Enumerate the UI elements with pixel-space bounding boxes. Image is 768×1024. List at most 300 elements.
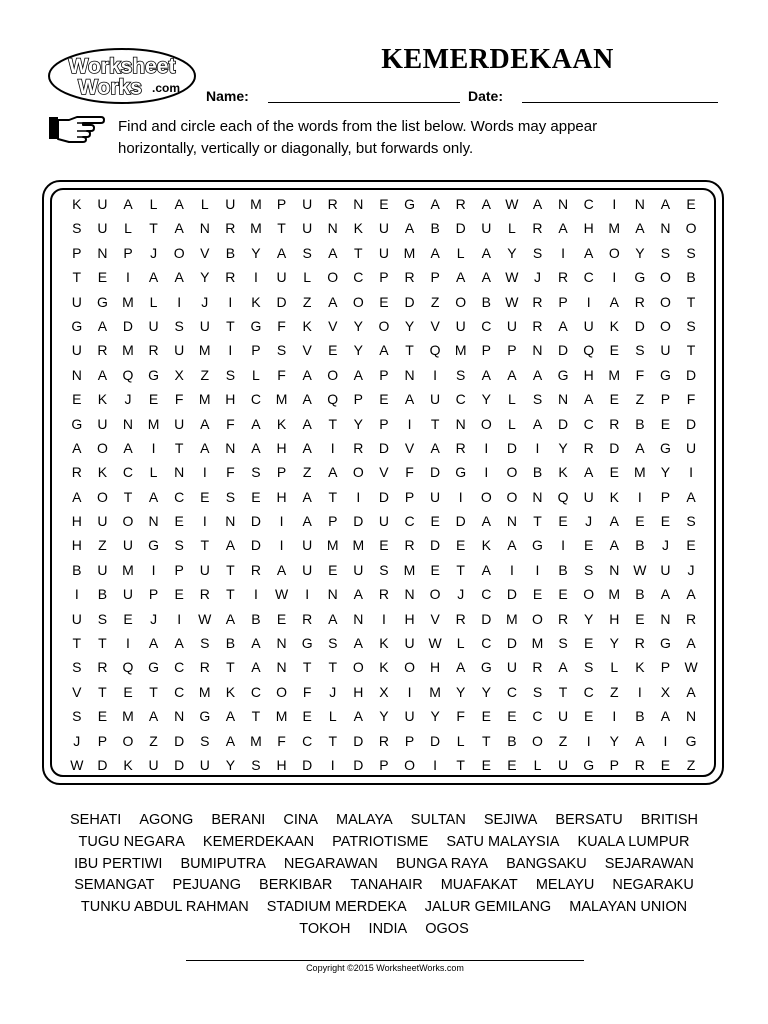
grid-letter[interactable]: F — [174, 391, 184, 408]
grid-letter[interactable]: D — [97, 756, 108, 773]
grid-letter[interactable]: O — [404, 756, 415, 773]
grid-letter[interactable]: O — [660, 317, 671, 334]
grid-letter[interactable]: G — [660, 635, 671, 652]
grid-letter[interactable]: G — [199, 708, 211, 725]
grid-letter[interactable]: I — [535, 439, 540, 456]
grid-letter[interactable]: Z — [302, 293, 312, 310]
grid-letter[interactable]: G — [455, 464, 467, 481]
grid-letter[interactable]: R — [685, 610, 697, 627]
grid-letter[interactable]: A — [148, 269, 159, 286]
grid-letter[interactable]: I — [202, 464, 207, 481]
grid-letter[interactable]: S — [72, 220, 82, 237]
grid-letter[interactable]: B — [635, 537, 645, 554]
grid-letter[interactable]: M — [250, 732, 262, 749]
grid-letter[interactable]: B — [225, 244, 236, 261]
grid-letter[interactable]: U — [97, 196, 108, 212]
grid-letter[interactable]: N — [353, 196, 364, 212]
grid-letter[interactable]: F — [277, 732, 286, 749]
grid-letter[interactable]: O — [173, 244, 185, 261]
grid-letter[interactable]: K — [353, 220, 363, 237]
grid-letter[interactable]: L — [200, 196, 209, 212]
grid-letter[interactable]: V — [430, 317, 440, 334]
grid-letter[interactable]: A — [251, 415, 261, 432]
grid-letter[interactable]: S — [532, 683, 543, 700]
grid-letter[interactable]: L — [456, 244, 465, 261]
grid-letter[interactable]: W — [70, 756, 84, 773]
grid-letter[interactable]: P — [353, 391, 363, 408]
grid-letter[interactable]: H — [609, 610, 620, 627]
grid-letter[interactable]: A — [635, 732, 645, 749]
grid-letter[interactable]: T — [98, 683, 107, 700]
grid-letter[interactable]: T — [200, 537, 210, 554]
grid-letter[interactable]: C — [583, 196, 594, 212]
grid-letter[interactable]: D — [430, 732, 441, 749]
grid-letter[interactable]: U — [353, 561, 364, 578]
grid-letter[interactable]: J — [150, 244, 158, 261]
grid-letter[interactable]: R — [583, 439, 594, 456]
grid-letter[interactable]: Z — [302, 464, 312, 481]
grid-letter[interactable]: H — [276, 488, 287, 505]
grid-letter[interactable]: A — [507, 366, 517, 383]
grid-letter[interactable]: T — [226, 561, 235, 578]
grid-letter[interactable]: P — [660, 488, 671, 505]
grid-letter[interactable]: S — [584, 561, 594, 578]
grid-letter[interactable]: T — [405, 342, 414, 359]
grid-letter[interactable]: I — [586, 732, 591, 749]
grid-letter[interactable]: M — [634, 464, 646, 481]
grid-letter[interactable]: Z — [430, 293, 440, 310]
grid-letter[interactable]: O — [327, 269, 339, 286]
grid-letter[interactable]: I — [279, 513, 284, 530]
grid-letter[interactable]: E — [302, 708, 312, 725]
grid-letter[interactable]: U — [481, 220, 492, 237]
grid-letter[interactable]: Q — [122, 659, 134, 676]
grid-letter[interactable]: A — [558, 317, 568, 334]
grid-letter[interactable]: C — [455, 391, 466, 408]
grid-letter[interactable]: J — [150, 610, 158, 627]
grid-letter[interactable]: T — [123, 488, 133, 505]
grid-letter[interactable]: A — [302, 439, 312, 456]
grid-letter[interactable]: I — [535, 561, 540, 578]
grid-letter[interactable]: Y — [225, 756, 236, 773]
grid-letter[interactable]: S — [97, 610, 108, 627]
grid-letter[interactable]: E — [481, 708, 491, 725]
grid-letter[interactable]: C — [532, 708, 543, 725]
grid-letter[interactable]: A — [404, 220, 415, 237]
grid-letter[interactable]: R — [250, 561, 262, 578]
grid-letter[interactable]: A — [353, 366, 363, 383]
date-field-line[interactable] — [522, 102, 718, 103]
grid-letter[interactable]: C — [481, 317, 492, 334]
grid-letter[interactable]: M — [403, 244, 416, 261]
grid-letter[interactable]: B — [251, 610, 261, 627]
grid-letter[interactable]: Y — [251, 244, 261, 261]
grid-letter[interactable]: A — [251, 659, 261, 676]
grid-letter[interactable]: I — [228, 293, 233, 310]
grid-letter[interactable]: I — [612, 708, 617, 725]
grid-letter[interactable]: P — [379, 415, 389, 432]
grid-letter[interactable]: R — [634, 635, 645, 652]
grid-letter[interactable]: E — [379, 391, 389, 408]
grid-letter[interactable]: S — [558, 635, 568, 652]
grid-letter[interactable]: C — [250, 391, 262, 408]
grid-letter[interactable]: L — [610, 659, 619, 676]
grid-letter[interactable]: F — [277, 317, 286, 334]
grid-letter[interactable]: O — [352, 659, 364, 676]
grid-letter[interactable]: G — [583, 756, 595, 773]
grid-letter[interactable]: P — [379, 366, 389, 383]
grid-letter[interactable]: Q — [429, 342, 441, 359]
grid-letter[interactable]: T — [328, 732, 338, 749]
grid-letter[interactable]: E — [686, 537, 696, 554]
grid-letter[interactable]: H — [404, 610, 415, 627]
grid-letter[interactable]: M — [275, 708, 288, 725]
grid-letter[interactable]: N — [71, 366, 82, 383]
grid-letter[interactable]: G — [634, 269, 646, 286]
grid-letter[interactable]: M — [275, 391, 288, 408]
grid-letter[interactable]: Z — [98, 537, 107, 554]
grid-letter[interactable]: S — [174, 537, 184, 554]
grid-letter[interactable]: U — [378, 513, 389, 530]
grid-letter[interactable]: C — [481, 586, 492, 603]
grid-letter[interactable]: R — [148, 342, 159, 359]
grid-letter[interactable]: D — [378, 488, 389, 505]
grid-letter[interactable]: N — [174, 464, 185, 481]
grid-letter[interactable]: E — [609, 391, 619, 408]
grid-letter[interactable]: A — [481, 244, 491, 261]
grid-letter[interactable]: R — [199, 586, 210, 603]
grid-letter[interactable]: K — [225, 683, 236, 700]
grid-letter[interactable]: L — [328, 708, 337, 725]
grid-letter[interactable]: Y — [481, 683, 491, 700]
grid-letter[interactable]: E — [328, 561, 338, 578]
grid-letter[interactable]: D — [506, 635, 517, 652]
grid-letter[interactable]: N — [174, 708, 185, 725]
grid-letter[interactable]: I — [381, 610, 386, 627]
grid-letter[interactable]: R — [302, 610, 313, 627]
grid-letter[interactable]: G — [660, 439, 671, 456]
grid-letter[interactable]: I — [330, 756, 335, 773]
grid-letter[interactable]: A — [302, 488, 312, 505]
grid-letter[interactable]: U — [174, 342, 185, 359]
grid-letter[interactable]: M — [326, 537, 339, 554]
grid-letter[interactable]: I — [433, 756, 438, 773]
grid-letter[interactable]: D — [353, 756, 364, 773]
grid-letter[interactable]: N — [532, 342, 543, 359]
grid-letter[interactable]: I — [279, 537, 284, 554]
grid-letter[interactable]: N — [327, 220, 338, 237]
grid-letter[interactable]: M — [122, 708, 134, 725]
grid-letter[interactable]: K — [379, 635, 389, 652]
grid-letter[interactable]: O — [352, 464, 364, 481]
grid-letter[interactable]: N — [558, 196, 569, 212]
grid-letter[interactable]: N — [660, 220, 671, 237]
grid-letter[interactable]: R — [455, 610, 466, 627]
grid-letter[interactable]: L — [252, 366, 260, 383]
grid-letter[interactable]: G — [685, 732, 697, 749]
grid-letter[interactable]: D — [353, 513, 364, 530]
grid-letter[interactable]: A — [148, 635, 159, 652]
grid-letter[interactable]: A — [328, 610, 338, 627]
grid-letter[interactable]: S — [660, 244, 671, 261]
grid-letter[interactable]: T — [149, 683, 158, 700]
grid-letter[interactable]: N — [97, 244, 108, 261]
grid-letter[interactable]: A — [532, 415, 543, 432]
grid-letter[interactable]: H — [276, 439, 287, 456]
grid-letter[interactable]: P — [328, 513, 338, 530]
grid-letter[interactable]: O — [404, 659, 415, 676]
grid-letter[interactable]: I — [637, 488, 642, 505]
grid-letter[interactable]: E — [507, 708, 517, 725]
grid-letter[interactable]: E — [558, 586, 568, 603]
grid-letter[interactable]: M — [122, 561, 134, 578]
grid-letter[interactable]: R — [225, 220, 236, 237]
grid-letter[interactable]: U — [685, 439, 697, 456]
grid-letter[interactable]: U — [122, 537, 134, 554]
grid-letter[interactable]: U — [97, 513, 108, 530]
grid-letter[interactable]: K — [302, 317, 312, 334]
grid-letter[interactable]: B — [686, 269, 696, 286]
grid-letter[interactable]: W — [274, 586, 289, 603]
grid-letter[interactable]: O — [429, 586, 441, 603]
grid-letter[interactable]: O — [608, 244, 620, 261]
grid-letter[interactable]: E — [686, 196, 696, 212]
grid-letter[interactable]: A — [481, 513, 491, 530]
grid-letter[interactable]: I — [126, 269, 130, 286]
grid-letter[interactable]: C — [174, 659, 185, 676]
grid-letter[interactable]: W — [505, 269, 519, 286]
grid-letter[interactable]: L — [456, 732, 465, 749]
grid-letter[interactable]: K — [609, 488, 619, 505]
grid-letter[interactable]: S — [302, 244, 312, 261]
grid-letter[interactable]: D — [430, 537, 441, 554]
grid-letter[interactable]: B — [507, 732, 517, 749]
grid-letter[interactable]: K — [609, 317, 619, 334]
grid-letter[interactable]: N — [276, 659, 287, 676]
grid-letter[interactable]: C — [353, 269, 364, 286]
grid-letter[interactable]: J — [585, 513, 593, 530]
grid-letter[interactable]: E — [430, 561, 440, 578]
grid-letter[interactable]: U — [430, 488, 441, 505]
grid-letter[interactable]: T — [456, 756, 465, 773]
grid-letter[interactable]: I — [330, 439, 335, 456]
grid-letter[interactable]: U — [199, 317, 210, 334]
grid-letter[interactable]: A — [430, 244, 440, 261]
grid-letter[interactable]: A — [635, 439, 645, 456]
grid-letter[interactable]: K — [558, 464, 568, 481]
grid-letter[interactable]: M — [250, 220, 262, 237]
grid-letter[interactable]: S — [225, 488, 236, 505]
grid-letter[interactable]: E — [276, 610, 287, 627]
grid-letter[interactable]: D — [634, 317, 645, 334]
grid-letter[interactable]: M — [506, 610, 518, 627]
grid-letter[interactable]: O — [660, 269, 671, 286]
grid-letter[interactable]: A — [584, 464, 594, 481]
grid-letter[interactable]: B — [635, 415, 645, 432]
grid-letter[interactable]: R — [353, 439, 364, 456]
grid-letter[interactable]: D — [506, 586, 517, 603]
grid-letter[interactable]: Y — [609, 635, 619, 652]
grid-letter[interactable]: O — [352, 293, 364, 310]
grid-letter[interactable]: E — [507, 756, 517, 773]
grid-letter[interactable]: C — [583, 683, 594, 700]
grid-letter[interactable]: A — [532, 366, 543, 383]
grid-letter[interactable]: I — [561, 244, 566, 261]
grid-letter[interactable]: K — [379, 659, 389, 676]
grid-letter[interactable]: O — [276, 683, 287, 700]
grid-letter[interactable]: M — [198, 683, 211, 700]
grid-letter[interactable]: R — [378, 732, 389, 749]
grid-letter[interactable]: B — [72, 561, 82, 578]
grid-letter[interactable]: A — [302, 391, 312, 408]
grid-letter[interactable]: C — [250, 683, 262, 700]
grid-letter[interactable]: M — [122, 293, 134, 310]
grid-letter[interactable]: W — [633, 561, 647, 578]
grid-letter[interactable]: R — [71, 464, 82, 481]
grid-letter[interactable]: A — [430, 196, 440, 212]
grid-letter[interactable]: U — [583, 317, 594, 334]
grid-letter[interactable]: C — [122, 464, 134, 481]
grid-letter[interactable]: U — [558, 756, 569, 773]
grid-letter[interactable]: R — [532, 220, 543, 237]
grid-letter[interactable]: I — [151, 439, 156, 456]
grid-letter[interactable]: U — [199, 756, 210, 773]
grid-letter[interactable]: Y — [609, 732, 619, 749]
grid-letter[interactable]: Y — [660, 464, 671, 481]
grid-letter[interactable]: G — [71, 415, 83, 432]
grid-letter[interactable]: O — [480, 488, 492, 505]
grid-letter[interactable]: N — [225, 439, 236, 456]
grid-letter[interactable]: I — [458, 488, 463, 505]
grid-letter[interactable]: I — [202, 513, 207, 530]
grid-letter[interactable]: A — [404, 391, 415, 408]
grid-letter[interactable]: K — [97, 464, 108, 481]
grid-letter[interactable]: I — [177, 610, 182, 627]
grid-letter[interactable]: N — [225, 513, 236, 530]
grid-letter[interactable]: F — [456, 708, 465, 725]
grid-letter[interactable]: A — [97, 317, 108, 334]
grid-letter[interactable]: E — [635, 610, 645, 627]
grid-letter[interactable]: D — [558, 415, 569, 432]
grid-letter[interactable]: U — [302, 537, 313, 554]
grid-letter[interactable]: T — [226, 586, 235, 603]
grid-letter[interactable]: D — [455, 220, 466, 237]
grid-letter[interactable]: N — [532, 488, 543, 505]
grid-letter[interactable]: M — [429, 683, 441, 700]
grid-letter[interactable]: M — [454, 342, 467, 359]
grid-letter[interactable]: S — [686, 244, 696, 261]
grid-letter[interactable]: C — [481, 635, 492, 652]
grid-letter[interactable]: G — [480, 659, 492, 676]
grid-letter[interactable]: T — [174, 439, 184, 456]
grid-letter[interactable]: T — [226, 659, 235, 676]
grid-letter[interactable]: T — [328, 659, 338, 676]
grid-letter[interactable]: F — [686, 391, 696, 408]
grid-letter[interactable]: T — [558, 683, 568, 700]
grid-letter[interactable]: R — [378, 586, 389, 603]
grid-letter[interactable]: P — [379, 269, 389, 286]
grid-letter[interactable]: A — [686, 586, 696, 603]
grid-letter[interactable]: H — [225, 391, 236, 408]
grid-letter[interactable]: N — [558, 391, 569, 408]
grid-letter[interactable]: O — [532, 732, 543, 749]
grid-letter[interactable]: S — [328, 635, 338, 652]
grid-letter[interactable]: A — [481, 561, 491, 578]
grid-letter[interactable]: P — [72, 244, 82, 261]
grid-letter[interactable]: Y — [507, 244, 517, 261]
grid-letter[interactable]: C — [506, 683, 517, 700]
grid-letter[interactable]: O — [480, 415, 492, 432]
grid-letter[interactable]: I — [228, 342, 233, 359]
grid-letter[interactable]: U — [122, 586, 134, 603]
grid-letter[interactable]: G — [71, 317, 83, 334]
grid-letter[interactable]: I — [509, 561, 514, 578]
grid-letter[interactable]: A — [251, 439, 261, 456]
grid-letter[interactable]: Q — [583, 342, 595, 359]
grid-letter[interactable]: M — [147, 415, 160, 432]
grid-letter[interactable]: L — [149, 464, 158, 481]
grid-letter[interactable]: V — [200, 244, 210, 261]
grid-letter[interactable]: J — [329, 683, 337, 700]
grid-letter[interactable]: M — [352, 537, 365, 554]
grid-letter[interactable]: I — [612, 196, 617, 212]
grid-letter[interactable]: R — [634, 756, 645, 773]
grid-letter[interactable]: T — [328, 488, 338, 505]
grid-letter[interactable]: V — [302, 342, 312, 359]
grid-letter[interactable]: O — [532, 610, 543, 627]
grid-letter[interactable]: U — [97, 415, 108, 432]
grid-letter[interactable]: R — [455, 196, 466, 212]
grid-letter[interactable]: N — [660, 610, 671, 627]
grid-letter[interactable]: T — [72, 635, 82, 652]
grid-letter[interactable]: P — [148, 586, 159, 603]
grid-letter[interactable]: A — [123, 196, 133, 212]
grid-letter[interactable]: I — [254, 586, 258, 603]
grid-letter[interactable]: A — [302, 366, 312, 383]
grid-letter[interactable]: E — [558, 513, 568, 530]
grid-letter[interactable]: Y — [456, 683, 466, 700]
grid-letter[interactable]: B — [225, 635, 236, 652]
grid-letter[interactable]: I — [407, 683, 412, 700]
grid-letter[interactable]: T — [686, 342, 696, 359]
grid-letter[interactable]: Y — [353, 317, 363, 334]
grid-letter[interactable]: A — [148, 488, 159, 505]
grid-letter[interactable]: T — [354, 244, 363, 261]
grid-letter[interactable]: I — [637, 683, 642, 700]
grid-letter[interactable]: A — [609, 513, 619, 530]
grid-letter[interactable]: U — [506, 317, 517, 334]
grid-letter[interactable]: S — [686, 513, 696, 530]
grid-letter[interactable]: B — [97, 586, 108, 603]
grid-letter[interactable]: W — [505, 293, 519, 310]
grid-letter[interactable]: M — [403, 561, 416, 578]
grid-letter[interactable]: D — [122, 317, 134, 334]
grid-letter[interactable]: U — [302, 196, 313, 212]
grid-letter[interactable]: O — [122, 732, 134, 749]
grid-letter[interactable]: O — [685, 220, 697, 237]
grid-letter[interactable]: A — [481, 269, 491, 286]
grid-letter[interactable]: S — [686, 317, 696, 334]
grid-letter[interactable]: X — [174, 366, 184, 383]
grid-letter[interactable]: V — [379, 464, 389, 481]
grid-letter[interactable]: G — [301, 635, 313, 652]
grid-letter[interactable]: I — [484, 464, 489, 481]
grid-letter[interactable]: N — [609, 561, 620, 578]
grid-letter[interactable]: P — [276, 196, 287, 212]
grid-letter[interactable]: N — [685, 708, 697, 725]
grid-letter[interactable]: F — [635, 366, 645, 383]
grid-letter[interactable]: A — [353, 708, 363, 725]
